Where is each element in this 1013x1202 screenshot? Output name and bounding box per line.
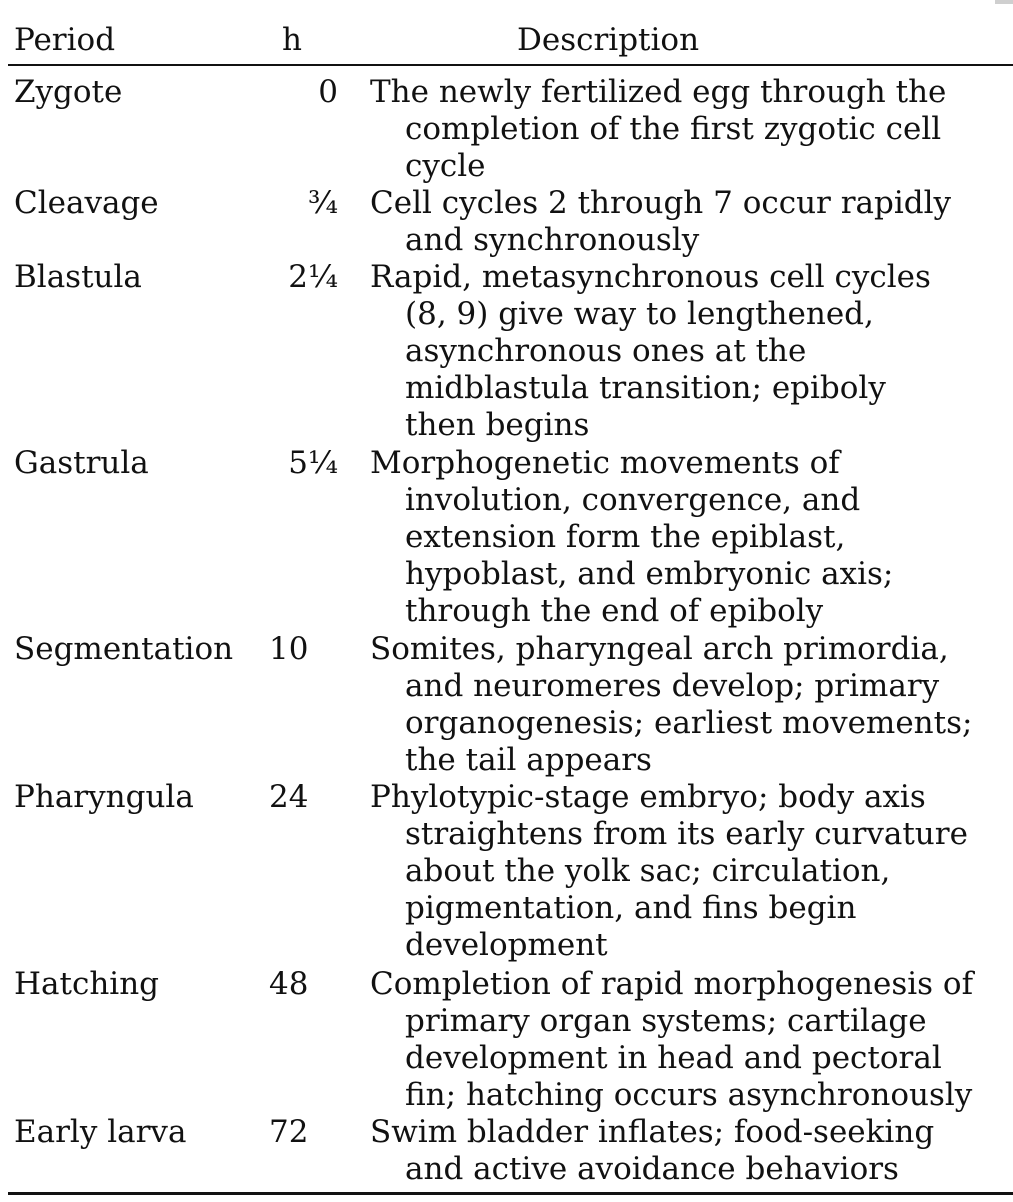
description-line: Completion of rapid morphogenesis of [370,966,974,1002]
hours-cell: 5¼ [288,445,338,481]
description-line: straightens from its early curvature [405,816,968,852]
scan-corner-mark [995,0,1013,4]
description-line: the tail appears [405,742,652,778]
period-cell: Hatching [14,966,160,1002]
hours-cell: 2¼ [288,259,338,295]
description-line: cycle [405,148,486,184]
hours-cell: 10 [269,631,309,667]
description-line: Rapid, metasynchronous cell cycles [370,259,931,295]
description-line: about the yolk sac; circulation, [405,853,891,889]
description-line: and active avoidance behaviors [405,1151,899,1187]
description-line: (8, 9) give way to lengthened, [405,296,874,332]
description-line: hypoblast, and embryonic axis; [405,556,894,592]
period-cell: Cleavage [14,185,159,221]
description-cell [370,259,931,444]
hours-cell: 72 [269,1114,309,1150]
period-cell: Pharyngula [14,779,194,815]
description-line: development in head and pectoral [405,1040,942,1076]
description-line: Phylotypic-stage embryo; body axis [370,779,926,815]
header-hours: h [282,22,302,58]
period-cell: Blastula [14,259,142,295]
description-cell [370,185,951,259]
description-line: Somites, pharyngeal arch primordia, [370,631,949,667]
table-bottom-rule [8,1192,1013,1195]
description-line: Morphogenetic movements of [370,445,840,481]
hours-cell: 48 [269,966,309,1002]
description-line: asynchronous ones at the [405,333,807,369]
period-cell: Zygote [14,74,123,110]
header-rule [8,64,1013,66]
description-line: then begins [405,407,590,443]
description-line: Swim bladder inflates; food-seeking [370,1114,935,1150]
description-line: and neuromeres develop; primary [405,668,940,704]
description-line: fin; hatching occurs asynchronously [405,1077,973,1113]
description-line: Cell cycles 2 through 7 occur rapidly [370,185,952,221]
description-cell [370,445,893,630]
description-cell [370,74,946,185]
description-cell [370,631,972,779]
description-cell [370,966,973,1114]
description-cell [370,779,968,964]
description-line: development [405,927,608,963]
table-header-row [0,20,1013,64]
hours-cell: ¾ [307,185,338,221]
description-line: extension form the epiblast, [405,519,846,555]
hours-cell: 0 [318,74,338,110]
description-cell [370,1114,934,1188]
description-line: The newly fertilized egg through the [370,74,947,110]
hours-cell: 24 [269,779,309,815]
period-cell: Early larva [14,1114,187,1150]
period-cell: Gastrula [14,445,149,481]
header-description: Description [517,22,700,58]
header-period: Period [14,22,116,58]
description-line: completion of the first zygotic cell [405,111,942,147]
description-line: midblastula transition; epiboly [405,370,886,406]
description-line: involution, convergence, and [405,482,861,518]
description-line: pigmentation, and fins begin [405,890,857,926]
description-line: primary organ systems; cartilage [405,1003,927,1039]
description-line: organogenesis; earliest movements; [405,705,973,741]
description-line: through the end of epiboly [405,593,824,629]
description-line: and synchronously [405,222,700,258]
period-cell: Segmentation [14,631,234,667]
